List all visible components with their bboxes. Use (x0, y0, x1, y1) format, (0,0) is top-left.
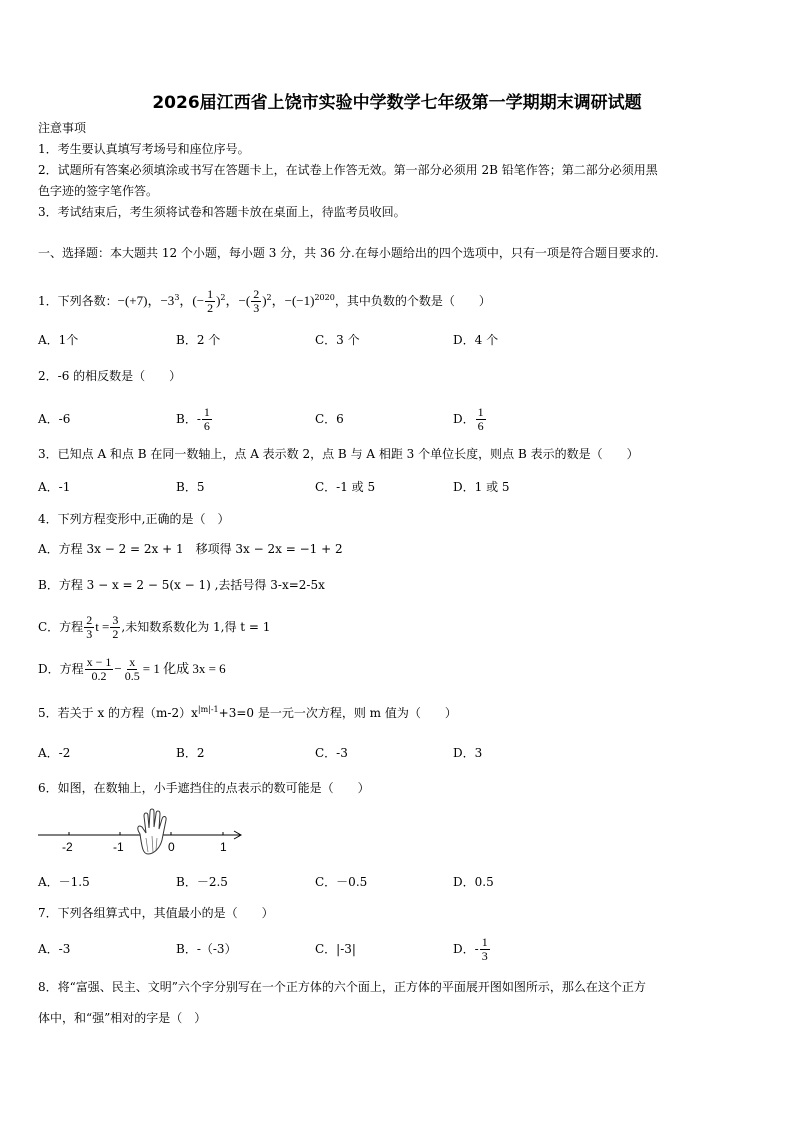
hand-icon (138, 809, 166, 854)
q6-option-c: C．－0.5 (315, 875, 368, 889)
q5-option-d: D．3 (453, 746, 483, 760)
q5-stem: 5．若关于 x 的方程（m-2）x (38, 706, 198, 720)
q4-d-den-1: 0.2 (91, 669, 107, 683)
q7-d-den: 3 (481, 949, 488, 963)
axis-label-minus-1: -1 (113, 840, 124, 854)
q2-d-den: 6 (477, 419, 484, 433)
q2-b-num: 1 (203, 405, 210, 419)
q1-expr-4-close: ) (262, 293, 267, 308)
q3-option-d: D．1 或 5 (453, 480, 510, 494)
q4-d-frac-2 (123, 656, 142, 683)
q1-expr-5-exp: 2020 (314, 293, 335, 302)
q1-expr-3-close: ) (216, 293, 221, 308)
page-title: 2026届江西省上饶市实验中学数学七年级第一学期期末调研试题 (152, 93, 642, 113)
q3-option-b: B．5 (176, 480, 205, 494)
q2-d-num: 1 (477, 405, 484, 419)
q1-expr-1: −(+7)， (117, 293, 161, 308)
notice-item-1: 1．考生要认真填写考场号和座位序号。 (38, 142, 250, 156)
q6-option-d: D．0.5 (453, 875, 494, 889)
q4-option-a: A．方程 3x − 2 = 2x + 1 移项得 3x − 2x = −1 + 2 (38, 542, 343, 556)
q4-d-frac-1 (85, 656, 114, 683)
q1-prefix: 1．下列各数： (38, 294, 118, 308)
q2-option-b-frac (202, 406, 212, 433)
q4-d-prefix: D．方程 (38, 662, 84, 676)
question-7: 7．下列各组算式中，其值最小的是（ ） (38, 906, 274, 920)
question-4: 4．下列方程变形中,正确的是（ ） (38, 512, 230, 526)
q5-stem-2: +3=0 是一元一次方程，则 m 值为（ ） (218, 706, 457, 720)
q4-c-prefix: C．方程 (38, 620, 84, 634)
q3-option-a: A．-1 (38, 480, 71, 494)
q2-option-a: A．-6 (38, 412, 71, 426)
q5-option-a: A．-2 (38, 746, 71, 760)
q1-option-b: B．2 个 (176, 333, 221, 347)
question-8: 8．将“富强、民主、文明”六个字分别写在一个正方体的六个面上，正方体的平面展开图如图所示，那么在这个正方 (38, 980, 646, 994)
number-line-figure (36, 808, 248, 858)
q1-option-c: C．3 个 (315, 333, 360, 347)
q7-option-d (453, 930, 491, 968)
q4-option-d (38, 649, 226, 689)
q1-option-d: D．4 个 (453, 333, 499, 347)
q7-option-d-frac (480, 936, 490, 963)
q7-option-c: C．|-3| (315, 942, 356, 956)
notice-heading: 注意事项 (38, 121, 87, 135)
q1-expr-2: −3 (160, 293, 175, 308)
q4-d-suffix: = 1 化成 3x = 6 (142, 661, 226, 676)
q2-b-den: 6 (203, 419, 210, 433)
section-heading: 一、选择题：本大题共 12 个小题，每小题 3 分，共 36 分.在每小题给出的四个选项中，只有一项是符合题目要求的. (38, 246, 659, 260)
axis-label-0: 0 (168, 840, 175, 854)
q4-c-suffix: ,未知数系数化为 1,得 t = 1 (121, 620, 271, 634)
question-3: 3．已知点 A 和点 B 在同一数轴上，点 A 表示数 2，点 B 与 A 相距 3 个单位长度，则点 B 表示的数是（ ） (38, 447, 639, 461)
q4-c-mid: t = (95, 619, 110, 634)
q2-option-b-label: B．- (176, 412, 201, 426)
q2-option-c: C．6 (315, 412, 344, 426)
q1-expr-4-frac (251, 288, 261, 315)
notice-item-3: 3．考试结束后，考生须将试卷和答题卡放在桌面上，待监考员收回。 (38, 205, 406, 219)
q1-suffix: ，其中负数的个数是（ ） (334, 294, 491, 308)
q1-expr-5: ，−(−1) (271, 293, 315, 308)
q7-d-num: 1 (481, 935, 488, 949)
q6-option-b: B．－2.5 (176, 875, 228, 889)
axis-label-minus-2: -2 (62, 840, 73, 854)
q3-option-c: C．-1 或 5 (315, 480, 376, 494)
question-6: 6．如图，在数轴上，小手遮挡住的点表示的数可能是（ ） (38, 781, 370, 795)
q4-option-c (38, 607, 270, 647)
q2-option-d-frac (476, 406, 486, 433)
notice-item-2: 2．试题所有答案必须填涂或书写在答题卡上，在试卷上作答无效。第一部分必须用 2B 铅笔作答；第二部分必须用黑 (38, 163, 658, 177)
question-2: 2．-6 的相反数是（ ） (38, 369, 182, 383)
q4-c-frac-1 (84, 614, 94, 641)
q2-option-d-label: D． (453, 412, 475, 426)
q4-c-frac-2 (110, 614, 120, 641)
question-1 (38, 276, 491, 320)
q4-d-mid: − (114, 661, 122, 676)
q1-expr-4-open: ，−( (225, 293, 251, 308)
axis-label-1: 1 (220, 840, 227, 854)
notice-item-2-cont: 色字迹的签字笔作答。 (38, 184, 159, 198)
q1-expr-3-num: 1 (207, 287, 214, 301)
q1-expr-3-frac (205, 288, 215, 315)
q5-exponent: |m|-1 (197, 705, 219, 714)
q2-option-b (176, 400, 213, 438)
q2-option-d (453, 400, 487, 438)
q1-expr-4-den: 3 (253, 301, 260, 315)
q4-d-den-2: 0.5 (124, 669, 140, 683)
q4-d-num-1: x − 1 (86, 655, 112, 669)
q1-option-a: A．1个 (38, 333, 79, 347)
q1-expr-3-exp: 2 (220, 293, 226, 302)
q7-option-a: A．-3 (38, 942, 71, 956)
q6-option-a: A．－1.5 (38, 875, 90, 889)
q4-option-b: B．方程 3 − x = 2 − 5(x − 1) ,去括号得 3-x=2-5x (38, 578, 325, 592)
q1-expr-3-den: 2 (207, 301, 214, 315)
q4-c-den-1: 3 (86, 627, 93, 641)
q4-c-num-2: 3 (112, 613, 119, 627)
q4-d-num-2: x (129, 655, 136, 669)
q5-option-c: C．-3 (315, 746, 348, 760)
question-5 (38, 702, 457, 721)
q7-option-b: B．-（-3） (176, 942, 237, 956)
q7-option-d-label: D．- (453, 942, 479, 956)
q4-c-den-2: 2 (112, 627, 119, 641)
q1-expr-4-exp: 2 (266, 293, 272, 302)
q5-option-b: B．2 (176, 746, 205, 760)
q1-expr-3-open: ，(− (179, 293, 205, 308)
question-8-cont: 体中，和“强”相对的字是（ ） (38, 1011, 207, 1025)
q1-expr-4-num: 2 (253, 287, 260, 301)
q4-c-num-1: 2 (86, 613, 93, 627)
q1-expr-2-exp: 3 (174, 293, 180, 302)
